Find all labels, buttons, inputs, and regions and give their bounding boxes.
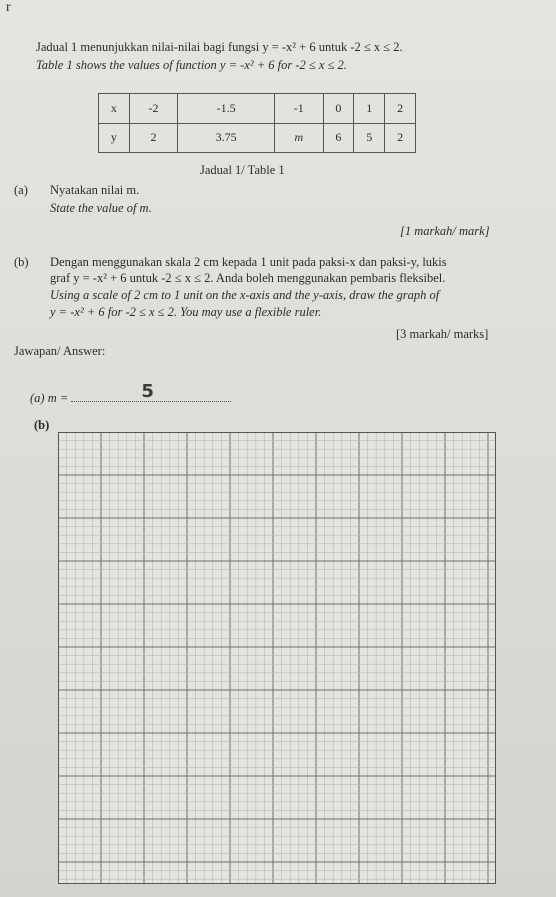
part-a-question-malay: Nyatakan nilai m. <box>50 183 140 197</box>
table-cell: 0 <box>323 94 354 124</box>
answer-a-line[interactable] <box>71 381 231 402</box>
answer-a-label: (a) m = <box>30 391 69 405</box>
table-cell: -2 <box>129 94 177 124</box>
table-cell: -1.5 <box>178 94 275 124</box>
corner-mark: r <box>6 0 11 15</box>
table-cell: y <box>99 123 130 153</box>
answer-a <box>30 381 231 406</box>
part-b-english-line-2: y = -x² + 6 for -2 ≤ x ≤ 2. You may use a flexible ruler. <box>50 305 322 319</box>
part-b-malay-line-1: Dengan menggunakan skala 2 cm kepada 1 unit pada paksi-x dan paksi-y, lukis <box>50 255 447 269</box>
table-row-x <box>99 94 416 124</box>
table-cell: 3.75 <box>178 123 275 153</box>
part-b-marks: [3 markah/ marks] <box>396 327 489 341</box>
part-a-question-english: State the value of m. <box>50 201 152 215</box>
table-cell: 1 <box>354 94 385 124</box>
table-cell: m <box>275 123 323 153</box>
answer-a-handwritten-value: 5 <box>141 381 154 402</box>
table-cell: 6 <box>323 123 354 153</box>
graph-paper-grid <box>58 432 496 884</box>
answer-b-label: (b) <box>34 418 50 432</box>
part-a-label: (a) <box>14 183 28 197</box>
values-table <box>98 93 416 153</box>
part-b-malay-line-2: graf y = -x² + 6 untuk -2 ≤ x ≤ 2. Anda boleh menggunakan pembaris fleksibel. <box>50 271 446 285</box>
table-row-y <box>99 123 416 153</box>
table-caption: Jadual 1/ Table 1 <box>200 163 285 177</box>
table-cell: 2 <box>129 123 177 153</box>
intro-malay: Jadual 1 menunjukkan nilai-nilai bagi fungsi y = -x² + 6 untuk -2 ≤ x ≤ 2. <box>36 40 403 54</box>
grid-border <box>59 433 496 884</box>
graph-paper[interactable] <box>58 432 496 884</box>
table-cell: -1 <box>275 94 323 124</box>
part-b-english-line-1: Using a scale of 2 cm to 1 unit on the x-axis and the y-axis, draw the graph of <box>50 288 440 302</box>
table-cell: 2 <box>385 94 416 124</box>
part-b-label: (b) <box>14 255 29 269</box>
table-cell: 2 <box>385 123 416 153</box>
part-a-marks: [1 markah/ mark] <box>400 224 490 238</box>
intro-english: Table 1 shows the values of function y = -x² + 6 for -2 ≤ x ≤ 2. <box>36 58 347 72</box>
answer-heading: Jawapan/ Answer: <box>14 344 106 358</box>
table-cell: x <box>99 94 130 124</box>
table-cell: 5 <box>354 123 385 153</box>
